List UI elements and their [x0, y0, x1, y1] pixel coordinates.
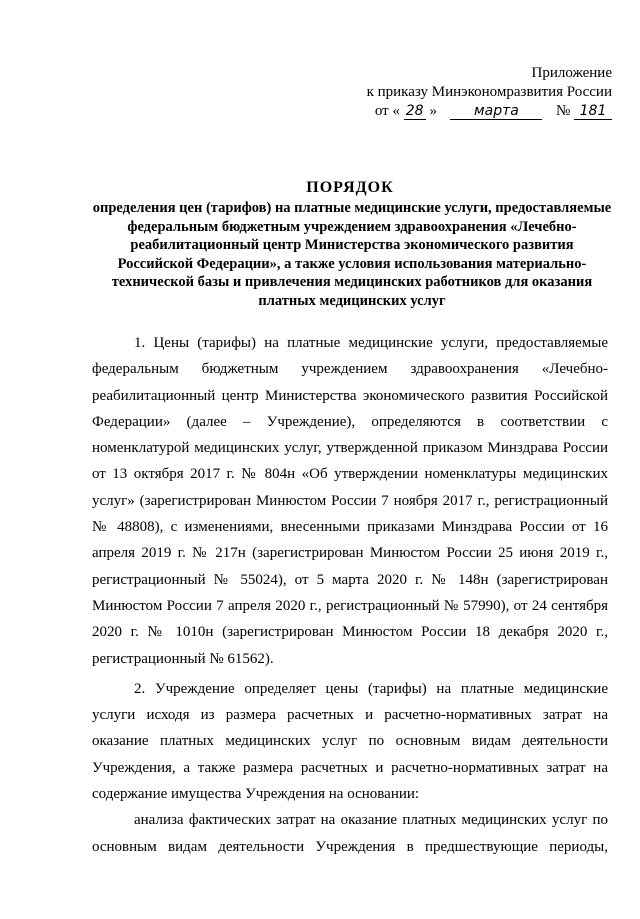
- document-body: [92, 330, 608, 860]
- order-month: марта: [450, 103, 542, 120]
- order-date-number: [367, 102, 612, 121]
- paragraph-3: анализа фактических затрат на оказание платных медицинских услуг по основным видам деятельности Учреждения в предшествующие периоды,: [92, 812, 608, 855]
- document-title: ПОРЯДОК: [306, 179, 394, 196]
- appendix-header: [367, 64, 612, 121]
- paragraph-2: 2. Учреждение определяет цены (тарифы) на платные медицинские услуги исходя из размера расчетных и расчетно-нормативных затрат на оказание платных медицинских услуг по основным видам деятельности Учреждения, а также размера расчетных и расчетно-нормативных затрат на содержание имущества Учреждения на основании:: [92, 680, 608, 803]
- order-number: 181: [574, 103, 612, 120]
- order-number-label: №: [555, 103, 571, 119]
- order-reference: к приказу Минэкономразвития России: [366, 84, 612, 100]
- order-day: 28: [404, 103, 426, 120]
- order-date-prefix: от «: [374, 103, 400, 119]
- order-date-quote: »: [429, 103, 437, 119]
- appendix-label: Приложение: [531, 65, 612, 81]
- document-subtitle: определения цен (тарифов) на платные медицинские услуги, предоставляемые федеральным бюджетным учреждением здравоохранения «Лечебно-реабилитационный центр Министерства экономического развития Российской Федерации», а также условия использования материально-технической базы и привлечения медицинских работников для оказания платных медицинских услуг: [92, 200, 612, 309]
- paragraph-1: 1. Цены (тарифы) на платные медицинские услуги, предоставляемые федеральным бюджетным учреждением здравоохранения «Лечебно-реабилитационный центр Министерства экономического развития Российской Федерации» (далее – Учреждение), определяются в соответствии с номенклатурой медицинских услуг, утвержденной приказом Минздрава России от 13 октября 2017 г. № 804н «Об утверждении номенклатуры медицинских услуг» (зарегистрирован Минюстом России 7 ноября 2017 г., регистрационный № 48808), с изменениями, внесенными приказами Минздрава России от 16 апреля 2019 г. № 217н (зарегистрирован Минюстом России 25 июня 2019 г., регистрационный № 55024), от 5 марта 2020 г. № 148н (зарегистрирован Минюстом России 7 апреля 2020 г., регистрационный № 57990), от 24 сентября 2020 г. № 1010н (зарегистрирован Минюстом России 18 декабря 2020 г., регистрационный № 61562).: [92, 335, 608, 667]
